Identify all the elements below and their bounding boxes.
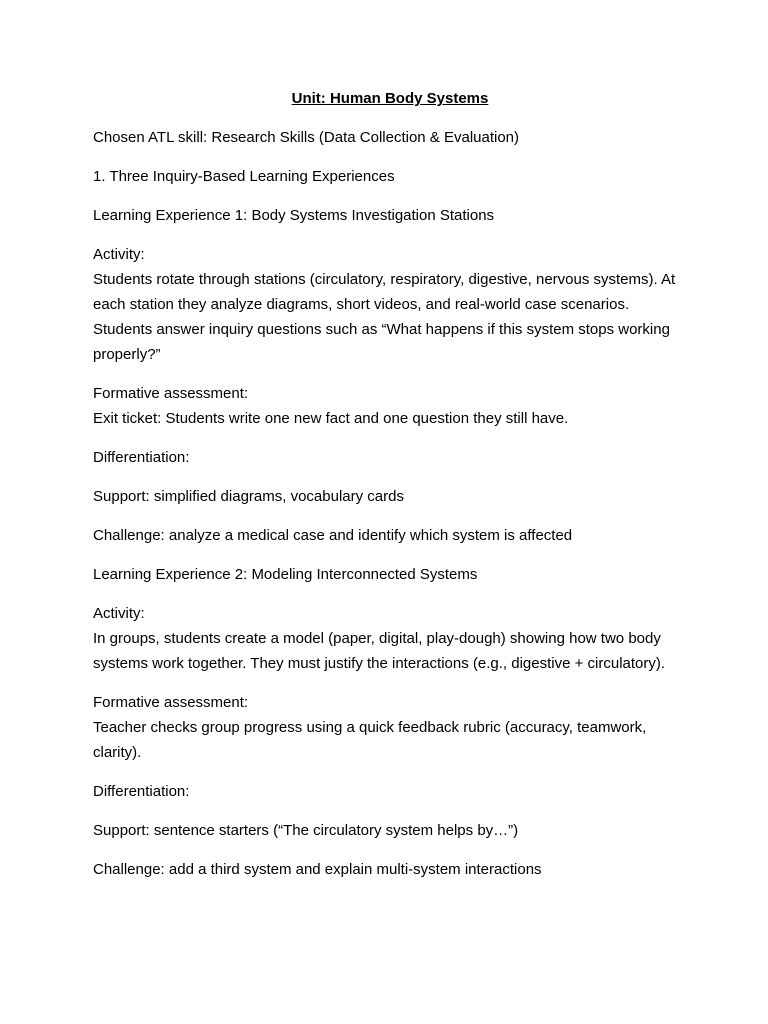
le2-formative-label: Formative assessment: — [93, 694, 249, 711]
le1-heading: Learning Experience 1: Body Systems Investigation Stations — [93, 207, 495, 224]
atl-skill-line: Chosen ATL skill: Research Skills (Data Collection & Evaluation) — [93, 129, 520, 146]
le2-challenge: Challenge: add a third system and explain multi-system interactions — [93, 861, 542, 878]
le1-activity-text: Students rotate through stations (circulatory, respiratory, digestive, nervous systems). At each station they analyze diagrams, short videos, and real-world case scenarios. Students answer inquiry questions such as “What happens if this system stops working properly?” — [93, 271, 676, 363]
le1-activity-label: Activity: — [93, 246, 145, 263]
le2-activity — [93, 601, 683, 676]
le1-activity — [93, 242, 683, 367]
section-heading: 1. Three Inquiry-Based Learning Experiences — [93, 168, 395, 185]
le1-support: Support: simplified diagrams, vocabulary cards — [93, 488, 404, 505]
le2-activity-label: Activity: — [93, 605, 145, 622]
le2-support: Support: sentence starters (“The circulatory system helps by…”) — [93, 822, 519, 839]
document-title: Unit: Human Body Systems — [291, 90, 489, 107]
le2-differentiation-label: Differentiation: — [93, 783, 190, 800]
le1-formative-text: Exit ticket: Students write one new fact and one question they still have. — [93, 410, 569, 427]
le2-formative — [93, 690, 683, 765]
le1-formative — [93, 381, 683, 431]
le1-differentiation-label: Differentiation: — [93, 449, 190, 466]
le1-challenge: Challenge: analyze a medical case and identify which system is affected — [93, 527, 573, 544]
le1-formative-label: Formative assessment: — [93, 385, 249, 402]
le2-activity-text: In groups, students create a model (paper, digital, play-dough) showing how two body systems work together. They must justify the interactions (e.g., digestive + circulatory). — [93, 630, 666, 672]
le2-formative-text: Teacher checks group progress using a quick feedback rubric (accuracy, teamwork, clarity). — [93, 719, 647, 761]
document-body — [93, 86, 683, 896]
le2-heading: Learning Experience 2: Modeling Interconnected Systems — [93, 566, 478, 583]
